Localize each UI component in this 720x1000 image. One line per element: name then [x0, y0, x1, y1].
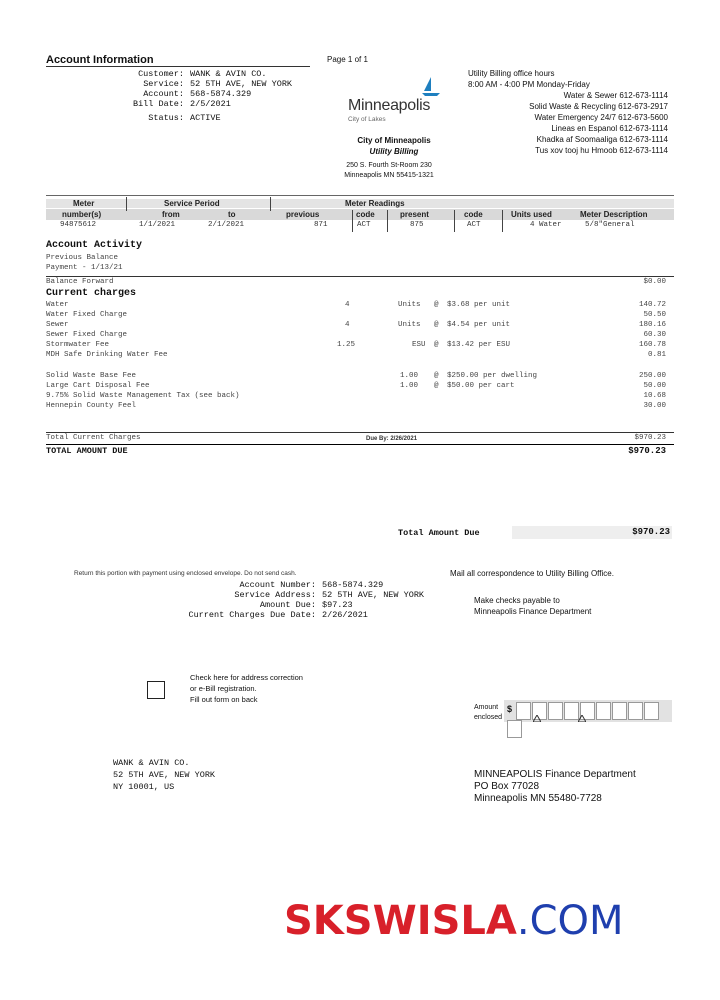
col-header-number: number(s)	[62, 210, 102, 219]
charge-name: MDH Safe Drinking Water Fee	[46, 351, 168, 359]
charge-amount: 60.30	[643, 331, 666, 339]
city-address-2: Minneapolis MN 55415-1321	[344, 172, 434, 179]
previous-balance-label: Previous Balance	[46, 254, 119, 262]
charge-unit: Units	[398, 301, 421, 309]
watermark-part-2: .COM	[516, 898, 624, 944]
page-number: Page 1 of 1	[327, 55, 368, 64]
bill-date-label: Bill Date:	[132, 99, 184, 109]
service-value: 52 5TH AVE, NEW YORK	[190, 79, 293, 89]
period-to: 2/1/2021	[208, 221, 245, 229]
checks-payable-2: Minneapolis Finance Department	[474, 607, 592, 616]
charge-name: Sewer Fixed Charge	[46, 331, 128, 339]
col-header-units-used: Units used	[511, 210, 552, 219]
table-top-rule	[46, 195, 674, 196]
amount-enclosed-label-1: Amount	[474, 704, 499, 711]
total-due-amount: $970.23	[628, 446, 666, 456]
total-amount-due-value: $970.23	[632, 527, 670, 537]
col-header-code: code	[356, 210, 375, 219]
balance-forward-label: Balance Forward	[46, 278, 114, 286]
total-current-label: Total Current Charges	[46, 434, 141, 442]
col-header-code: code	[464, 210, 483, 219]
separator	[387, 210, 388, 232]
customer-label: Customer:	[138, 69, 184, 79]
charge-rate: $3.68 per unit	[447, 301, 511, 309]
check-note-2: or e-Bill registration.	[190, 684, 257, 693]
charge-name: Stormwater Fee	[46, 341, 110, 349]
contact-water-emergency: Water Emergency 24/7 612-673-5600	[534, 113, 668, 122]
digit-box[interactable]	[596, 702, 611, 720]
payment-label: Payment - 1/13/21	[46, 264, 123, 272]
title-rule	[46, 66, 310, 67]
digit-box[interactable]	[516, 702, 531, 720]
charge-name: Sewer	[46, 321, 69, 329]
comma-marker-icon	[533, 715, 541, 722]
charge-amount: 10.68	[643, 392, 666, 400]
total-due-label: TOTAL AMOUNT DUE	[46, 446, 128, 456]
stub-details	[46, 580, 424, 620]
charge-at: @	[434, 341, 439, 349]
charge-amount: 160.78	[638, 341, 666, 349]
digit-box[interactable]	[644, 702, 659, 720]
charge-rate: $13.42 per ESU	[447, 341, 511, 349]
mailing-line-3: NY 10001, US	[113, 782, 175, 792]
separator	[454, 210, 455, 232]
col-header-present: present	[400, 210, 429, 219]
period-from: 1/1/2021	[139, 221, 176, 229]
contact-spanish: Lineas en Espanol 612-673-1114	[551, 124, 668, 133]
charge-unit: ESU	[412, 341, 426, 349]
address-correction-checkbox[interactable]	[147, 681, 165, 699]
units-used: 4 Water	[530, 221, 562, 229]
separator	[126, 197, 127, 211]
city-org: City of Minneapolis	[357, 136, 431, 145]
total-amount-due-label: Total Amount Due	[398, 528, 480, 538]
remit-address	[474, 769, 636, 805]
stub-service-address-label: Service Address:	[234, 590, 316, 600]
amount-enclosed-field[interactable]	[504, 700, 672, 722]
customer-value: WANK & AVIN CO.	[190, 69, 267, 79]
status-label: Status:	[148, 113, 184, 123]
totals-rule	[46, 432, 674, 433]
office-hours-title: Utility Billing office hours	[468, 69, 555, 78]
stub-due-date-label: Current Charges Due Date:	[188, 610, 316, 620]
digit-box[interactable]	[612, 702, 627, 720]
remit-line-1: MINNEAPOLIS Finance Department	[474, 769, 636, 780]
current-charges-heading: Current charges	[46, 288, 137, 299]
charge-qty: 4	[345, 301, 350, 309]
stub-service-address: 52 5TH AVE, NEW YORK	[322, 590, 425, 600]
charge-amount: 50.00	[643, 382, 666, 390]
contact-somali: Khadka af Soomaaliga 612-673-1114	[536, 135, 668, 144]
charge-rate: $4.54 per unit	[447, 321, 511, 329]
charge-name: Solid Waste Base Fee	[46, 372, 137, 380]
separator	[270, 197, 271, 211]
total-current-amount: $970.23	[634, 434, 666, 442]
col-header-previous: previous	[286, 210, 320, 219]
charge-amount: 250.00	[638, 372, 666, 380]
contact-hmong: Tus xov tooj hu Hmoob 612-673-1114	[535, 146, 668, 155]
stub-amount-due-label: Amount Due:	[259, 600, 316, 610]
charge-name: 9.75% Solid Waste Management Tax (see back)	[46, 392, 240, 400]
stub-account-number-label: Account Number:	[239, 580, 316, 590]
due-by: Due By: 2/26/2021	[366, 436, 418, 442]
mail-note: Mail all correspondence to Utility Billing Office.	[450, 569, 614, 578]
check-note-3: Fill out form on back	[190, 695, 258, 704]
charge-qty: 1.25	[337, 341, 356, 349]
charge-at: @	[434, 321, 439, 329]
reading-code: ACT	[357, 221, 371, 229]
account-value: 568-5874.329	[190, 89, 252, 99]
mailing-line-2: 52 5TH AVE, NEW YORK	[113, 770, 216, 780]
watermark-part-1: SKSWISLA	[284, 898, 517, 944]
mailing-line-1: WANK & AVIN CO.	[113, 758, 190, 768]
charge-amount: 30.00	[643, 402, 666, 410]
charge-unit: Units	[398, 321, 421, 329]
reading-present: 875	[410, 221, 424, 229]
contact-solid-waste: Solid Waste & Recycling 612-673-2917	[529, 102, 668, 111]
charge-qty: 4	[345, 321, 350, 329]
charge-at: @	[434, 301, 439, 309]
col-header-to: to	[228, 210, 236, 219]
charge-amount: 140.72	[638, 301, 666, 309]
city-dept: Utility Billing	[369, 147, 419, 156]
dollar-sign: $	[507, 704, 513, 714]
charge-at: @	[434, 382, 439, 390]
reading-previous: 871	[314, 221, 328, 229]
activity-rule	[46, 276, 674, 277]
reading-code: ACT	[467, 221, 481, 229]
checks-payable-1: Make checks payable to	[474, 596, 560, 605]
digit-box[interactable]	[628, 702, 643, 720]
charge-qty: 1.00	[400, 382, 419, 390]
charge-rate: $250.00 per dwelling	[447, 372, 538, 380]
charge-qty: 1.00	[400, 372, 419, 380]
comma-marker-icon	[578, 715, 586, 722]
stub-amount-due: $97.23	[322, 600, 353, 610]
return-note: Return this portion with payment using enclosed envelope. Do not send cash.	[74, 570, 297, 577]
sailboat-logo-icon	[420, 76, 442, 98]
charge-name: Large Cart Disposal Fee	[46, 382, 150, 390]
city-tagline: City of Lakes	[348, 116, 386, 123]
total-due-rule	[46, 444, 674, 445]
col-header-meter-description: Meter Description	[580, 210, 648, 219]
group-header-meter: Meter	[73, 199, 95, 208]
balance-forward-amount: $0.00	[643, 278, 666, 286]
charge-amount: 50.50	[643, 311, 666, 319]
mailing-address	[113, 757, 215, 793]
account-details	[46, 69, 292, 123]
digit-box[interactable]	[564, 702, 579, 720]
stub-due-date: 2/26/2021	[322, 610, 368, 620]
meter-number: 94875612	[60, 221, 97, 229]
remit-line-3: Minneapolis MN 55480-7728	[474, 793, 602, 804]
contact-water-sewer: Water & Sewer 612-673-1114	[563, 91, 668, 100]
charge-name: Water Fixed Charge	[46, 311, 128, 319]
charge-rate: $50.00 per cart	[447, 382, 515, 390]
meter-description: 5/8"General	[585, 221, 635, 229]
city-address-1: 250 S. Fourth St-Room 230	[346, 162, 432, 169]
group-header-service-period: Service Period	[164, 199, 220, 208]
digit-box[interactable]	[548, 702, 563, 720]
city-logo-text: Minneapolis	[348, 97, 431, 114]
account-label: Account:	[143, 89, 184, 99]
account-activity-heading: Account Activity	[46, 240, 143, 251]
watermark	[284, 896, 624, 946]
separator	[352, 210, 353, 232]
bill-date-value: 2/5/2021	[190, 99, 231, 109]
service-label: Service:	[143, 79, 184, 89]
section-title: Account Information	[46, 54, 154, 66]
charge-amount: 0.81	[647, 351, 666, 359]
charge-name: Hennepin County Feel	[46, 402, 137, 410]
remit-line-2: PO Box 77028	[474, 781, 540, 792]
col-header-from: from	[162, 210, 180, 219]
status-value: ACTIVE	[190, 113, 221, 123]
charge-at: @	[434, 372, 439, 380]
digit-box[interactable]	[507, 720, 522, 738]
group-header-meter-readings: Meter Readings	[345, 199, 405, 208]
office-hours-time: 8:00 AM - 4:00 PM Monday-Friday	[468, 80, 590, 89]
check-note-1: Check here for address correction	[190, 673, 303, 682]
amount-enclosed-label-2: enclosed	[474, 714, 503, 721]
stub-account-number: 568-5874.329	[322, 580, 384, 590]
charge-amount: 180.16	[638, 321, 666, 329]
charge-name: Water	[46, 301, 69, 309]
separator	[502, 210, 503, 232]
